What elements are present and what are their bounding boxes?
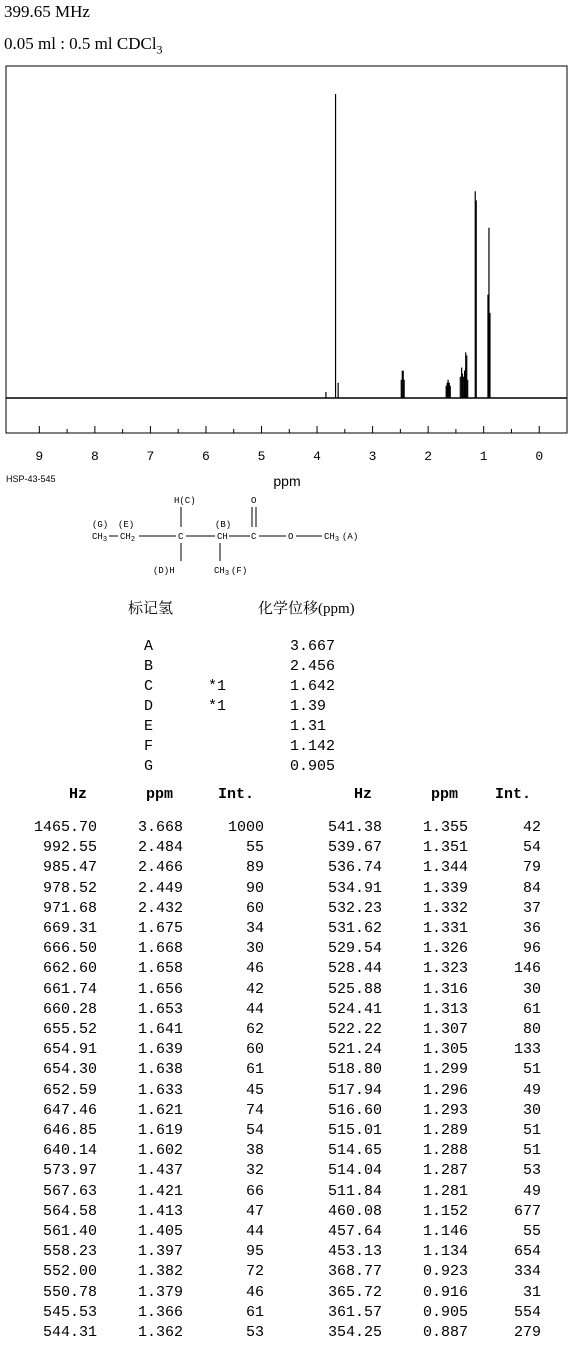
peak-table-cell: 1.405 [137,1223,183,1240]
peak-table-cell: 1.305 [422,1041,468,1059]
peak-table-cell: 133 [513,1041,541,1059]
peak-table-cell: 30 [522,980,541,998]
peak-table-cell: 55 [245,839,264,857]
peak-table-cell: 1.366 [137,1303,183,1321]
struct-ch3-a-label: (A) [342,532,359,542]
peak-table-cell: 60 [245,1041,264,1059]
peak-table-cell: 80 [522,1021,541,1038]
peak-table-cell: 524.41 [327,1000,382,1018]
peak-table-cell: 511.84 [327,1182,382,1200]
shift-shift: 3.667 [290,638,336,655]
peak-table-cell: 1.638 [137,1061,183,1079]
peak-table-cell: 32 [245,1162,264,1180]
shift-label: D [144,698,154,715]
peak-table-cell: 1.293 [422,1101,468,1119]
shift-shift: 1.39 [290,698,327,715]
peak-table-cell: 30 [245,940,264,958]
peak-table-cell: 1.602 [137,1142,183,1160]
peak-table-cell: 515.01 [327,1122,382,1139]
peak-table-cell: 654 [513,1243,541,1261]
peak-table-cell: 1.152 [422,1202,468,1220]
peak-table-cell: 1.379 [137,1283,183,1301]
peak-table-cell: 541.38 [327,819,382,836]
struct-label-b: (B) [215,520,232,530]
peak-table-cell: 1.437 [137,1162,183,1180]
peak-table-cell: 51 [522,1122,541,1139]
peak-table-cell: 47 [245,1202,264,1220]
peak-table-cell: 521.24 [327,1041,382,1059]
peak-table-cell: 1465.70 [33,819,97,836]
peak-table-cell: 677 [513,1202,541,1220]
struct-o: O [288,532,294,542]
shift-shift: 1.31 [290,718,327,735]
peak-table-cell: 1.344 [422,859,468,877]
peak-table-cell: 44 [245,1223,264,1240]
x-axis-tick-label: 9 [35,449,44,464]
struct-top-h: H(C) [174,496,196,506]
peak-table-cell: 1.134 [422,1243,468,1261]
peak-table-cell: 361.57 [327,1303,382,1321]
peak-table-cell: 522.22 [327,1021,382,1038]
solvent-text: 0.05 ml : 0.5 ml CDCl [4,34,157,53]
peak-table-cell: 460.08 [327,1202,382,1220]
peak-table-cell: 532.23 [327,899,382,917]
spectrometer-frequency: 399.65 MHz [4,2,90,21]
x-axis-tick-label: 0 [535,449,544,464]
peak-table-cell: 34 [245,920,264,937]
peak-table-cell: 49 [522,1081,541,1099]
peak-table-header: Int. [494,786,531,803]
peak-table-cell: 61 [245,1303,264,1321]
shift-label: B [144,658,154,675]
x-axis-ticks [35,426,543,464]
peak-table-cell: 2.449 [137,879,183,897]
peak-table-cell: 42 [522,819,541,836]
peak-table-cell: 666.50 [42,940,97,958]
peak-table-cell: 45 [245,1081,264,1099]
peak-table-cell: 1.313 [422,1000,468,1018]
peak-table-cell: 567.63 [42,1182,97,1200]
peak-table-cell: 3.668 [137,819,183,836]
peak-table-cell: 62 [245,1021,264,1038]
struct-ch-b: CH [217,532,228,542]
shift-table-header-label: 标记氢 [128,601,174,617]
peak-table-cell: 573.97 [42,1162,97,1180]
peak-table-cell: 84 [522,879,541,897]
peak-table-cell: 646.85 [42,1122,97,1139]
molecule-structure [60,493,380,578]
shift-label: E [144,718,154,735]
peak-table-cell: 146 [513,960,541,978]
spectrum-peaks [326,94,490,398]
peak-table-cell: 978.52 [42,879,97,897]
peak-table-cell: 44 [245,1000,264,1018]
shift-shift: 1.642 [290,678,336,695]
peak-table-cell: 531.62 [327,920,382,937]
peak-table-header: ppm [145,786,173,803]
peak-table-cell: 279 [513,1324,541,1341]
peak-table-cell: 49 [522,1182,541,1200]
peak-table-cell: 516.60 [327,1101,382,1119]
peak-table-cell: 655.52 [42,1021,97,1038]
peak-table-cell: 525.88 [327,980,382,998]
peak-table-cell: 534.91 [327,879,382,897]
peak-table-cell: 37 [522,899,541,917]
peak-table-cell: 654.30 [42,1061,97,1079]
peak-table-cell: 971.68 [42,899,97,917]
peak-table-cell: 74 [245,1101,264,1119]
shift-note: *1 [208,678,227,695]
x-axis-label: ppm [273,473,301,489]
peak-table-cell: 1.351 [422,839,468,857]
peak-table-cell: 1.323 [422,960,468,978]
peak-table-cell: 61 [245,1061,264,1079]
peak-table-cell: 1.421 [137,1182,183,1200]
peak-table-cell: 514.04 [327,1162,382,1180]
peak-table-cell: 647.46 [42,1101,97,1119]
struct-bottom-ch3 [214,566,247,578]
peak-table-cell: 46 [245,960,264,978]
peak-table-cell: 1.619 [137,1122,183,1139]
struct-c2: C [251,532,257,542]
nmr-spectrum-chart [0,62,570,494]
solvent-subscript: 3 [156,42,163,57]
peak-table-cell: 1.146 [422,1223,468,1240]
peak-table-cell: 1.299 [422,1061,468,1079]
plot-frame [6,66,567,433]
peak-table-cell: 1.307 [422,1021,468,1038]
peak-table-cell: 2.466 [137,859,183,877]
peak-table-cell: 42 [245,980,264,998]
shift-shift: 1.142 [290,738,336,755]
peak-table-cell: 558.23 [42,1243,97,1261]
peak-table-cell: 1.413 [137,1202,183,1220]
peak-table-cell: 1.296 [422,1081,468,1099]
peak-table-cell: 662.60 [42,960,97,978]
peak-table-cell: 1.316 [422,980,468,998]
peak-table-cell: 2.432 [137,899,183,917]
struct-ch3-a [324,532,358,544]
x-axis-tick-label: 4 [313,449,321,464]
peak-table-cell: 31 [522,1283,541,1301]
struct-ch3-g [92,532,107,544]
peak-table-cell: 55 [522,1223,541,1240]
peak-table-cell: 539.67 [327,839,382,857]
shift-note: *1 [208,698,227,715]
peak-table-cell: 354.25 [327,1324,382,1341]
peak-table-cell: 1.653 [137,1000,183,1018]
peak-table-cell: 554 [513,1303,541,1321]
peak-table-cell: 0.923 [422,1263,468,1281]
x-axis-tick-label: 6 [202,449,210,464]
peak-table-cell: 564.58 [42,1202,97,1220]
peak-table-cell: 72 [245,1263,264,1281]
struct-bottom-ch3-sub: 3 [224,570,230,578]
peak-table-header: ppm [430,786,458,803]
peak-table-cell: 1.331 [422,920,468,937]
shift-label: A [144,638,154,655]
peak-table-cell: 334 [513,1263,541,1281]
peak-table-cell: 54 [245,1122,264,1139]
x-axis-tick-label: 8 [90,449,99,464]
peak-table-cell: 1.633 [137,1081,183,1099]
peak-table-cell: 60 [245,899,264,917]
peak-table-header: Hz [353,786,372,803]
peak-table-cell: 53 [245,1324,264,1341]
peak-table-cell: 1.339 [422,879,468,897]
peak-table-cell: 96 [522,940,541,958]
peak-table-cell: 1.281 [422,1182,468,1200]
peak-table-cell: 1.639 [137,1041,183,1059]
peak-table-cell: 0.905 [422,1303,468,1321]
peak-table-cell: 1.658 [137,960,183,978]
peak-table-cell: 536.74 [327,859,382,877]
peak-table-cell: 38 [245,1142,264,1160]
shift-shift: 0.905 [290,758,336,775]
peak-table-cell: 1.288 [422,1142,468,1160]
peak-table-cell: 54 [522,839,541,857]
peak-table-cell: 985.47 [42,859,97,877]
peak-table-cell: 528.44 [327,960,382,978]
peak-table-cell: 1.332 [422,899,468,917]
struct-ch3-a-text: CH [324,532,335,542]
peak-table-cell: 652.59 [42,1081,97,1099]
sample-code: HSP-43-545 [6,474,56,484]
peak-table-cell: 550.78 [42,1283,97,1301]
struct-ch3-a-sub: 3 [334,536,340,544]
peak-table-cell: 514.65 [327,1142,382,1160]
peak-table-cell: 1.382 [137,1263,183,1281]
peak-table-cell: 368.77 [327,1263,382,1281]
x-axis-tick-label: 5 [257,449,266,464]
peak-table-cell: 1.656 [137,980,183,998]
peak-table-cell: 30 [522,1101,541,1119]
peak-table-cell: 552.00 [42,1263,97,1281]
peak-table-cell: 669.31 [42,920,97,937]
struct-bottom-h: (D)H [153,566,175,576]
peak-table-cell: 992.55 [42,839,97,857]
peak-table-cell: 36 [522,920,541,937]
peak-table-cell: 1.289 [422,1122,468,1139]
peak-table-cell: 51 [522,1142,541,1160]
peak-table-header: Hz [68,786,87,803]
peak-table-cell: 518.80 [327,1061,382,1079]
peak-table-cell: 1.355 [422,819,468,836]
peak-table-cell: 1.621 [137,1101,183,1119]
peak-table-cell: 66 [245,1182,264,1200]
peak-table-cell: 0.916 [422,1283,468,1301]
peak-table-cell: 46 [245,1283,264,1301]
shift-table-header-shift: 化学位移(ppm) [258,601,355,617]
peak-table-cell: 640.14 [42,1142,97,1160]
peak-table-cell: 457.64 [327,1223,382,1240]
peak-table-cell: 90 [245,879,264,897]
shift-label: F [144,738,154,755]
peak-table-cell: 1.362 [137,1324,183,1341]
peak-table-cell: 1000 [227,819,264,836]
peak-table-cell: 545.53 [42,1303,97,1321]
peak-table-cell: 529.54 [327,940,382,958]
solvent-info [4,34,163,57]
peak-table-cell: 654.91 [42,1041,97,1059]
peak-table-cell: 61 [522,1000,541,1018]
struct-bottom-ch3-text: CH [214,566,225,576]
shift-label: G [144,758,154,775]
struct-ch2-e-sub: 2 [130,536,136,544]
peak-table-cell: 1.675 [137,920,183,937]
peak-table-header: Int. [217,786,254,803]
peak-table-cell: 1.668 [137,940,183,958]
struct-ch2-e-text: CH [120,532,131,542]
peak-table-cell: 2.484 [137,839,183,857]
peak-table-cell: 1.287 [422,1162,468,1180]
peak-table-cell: 544.31 [42,1324,97,1341]
peak-table-cell: 365.72 [327,1283,382,1301]
peak-table-cell: 517.94 [327,1081,382,1099]
peak-table-cell: 1.641 [137,1021,183,1038]
peak-table-cell: 53 [522,1162,541,1180]
peak-table-cell: 0.887 [422,1324,468,1341]
struct-label-e: (E) [118,520,135,530]
shift-shift: 2.456 [290,658,336,675]
shift-label: C [144,678,154,695]
x-axis-tick-label: 1 [479,449,488,464]
peak-table-cell: 1.326 [422,940,468,958]
peak-table-cell: 453.13 [327,1243,382,1261]
struct-ch3-g-text: CH [92,532,103,542]
struct-bottom-ch3-label: (F) [231,566,248,576]
peak-table-cell: 661.74 [42,980,97,998]
peak-table-cell: 79 [522,859,541,877]
x-axis-tick-label: 7 [146,449,155,464]
struct-label-g: (G) [92,520,109,530]
peak-table-cell: 89 [245,859,264,877]
struct-ch2-e [120,532,135,544]
x-axis-tick-label: 3 [368,449,377,464]
peak-table-cell: 660.28 [42,1000,97,1018]
struct-top-o: O [251,496,257,506]
struct-c1: C [178,532,184,542]
peak-table-cell: 1.397 [137,1243,183,1261]
peak-table-cell: 51 [522,1061,541,1079]
peak-table-cell: 561.40 [42,1223,97,1240]
peak-table-cell: 95 [245,1243,264,1261]
struct-ch3-g-sub: 3 [102,536,108,544]
x-axis-tick-label: 2 [424,449,433,464]
